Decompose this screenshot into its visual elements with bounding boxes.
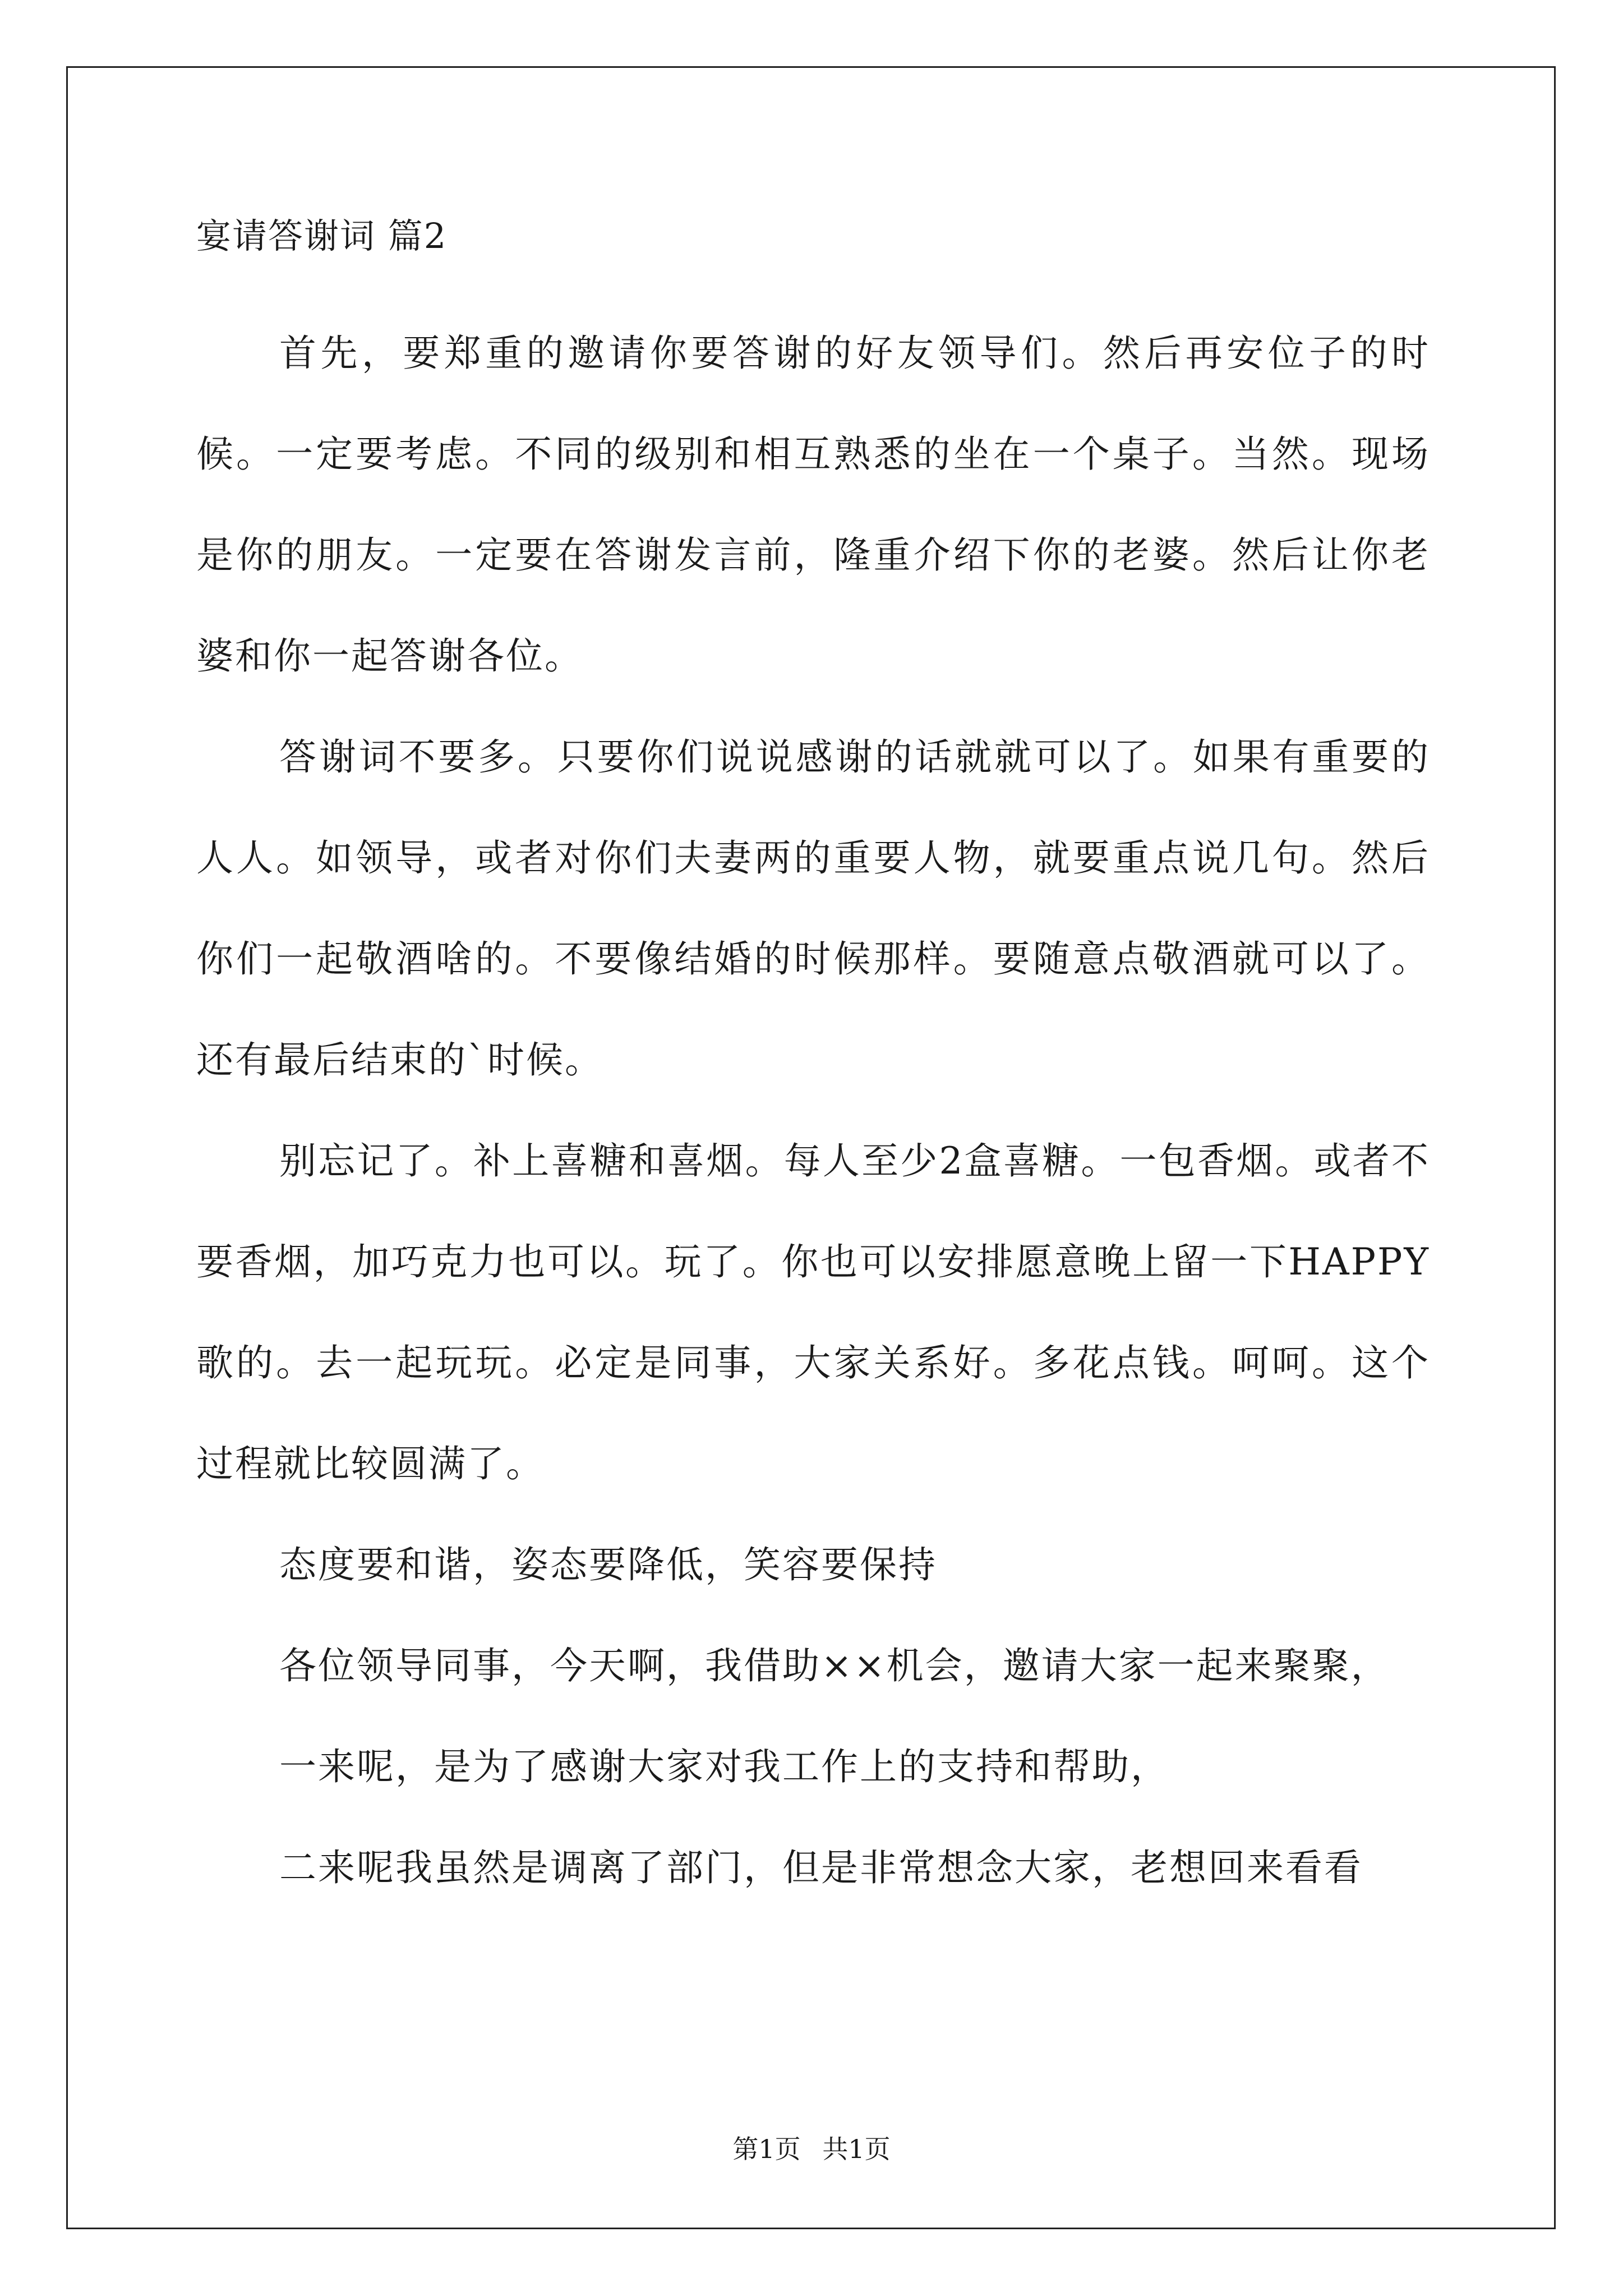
paragraph-3: 别忘记了。补上喜糖和喜烟。每人至少2盒喜糖。一包香烟。或者不要香烟，加巧克力也可以。玩了。你也可以安排愿意晚上留一下HAPPY歌的。去一起玩玩。必定是同事，大家关系好。多花点钱。呵呵。这个过程就比较圆满了。 [196,1139,1430,1485]
document-body [196,215,1430,1918]
paragraph-5: 各位领导同事，今天啊，我借助××机会，邀请大家一起来聚聚， [279,1644,1390,1687]
paragraph-6: 一来呢，是为了感谢大家对我工作上的支持和帮助， [279,1745,1169,1788]
document-title: 宴请答谢词 篇2 [196,215,448,256]
paragraph-2: 答谢词不要多。只要你们说说感谢的话就就可以了。如果有重要的人人。如领导，或者对你们夫妻两的重要人物，就要重点说几句。然后你们一起敬酒啥的。不要像结婚的时候那样。要随意点敬酒就可以了。还有最后结束的`时候。 [196,735,1430,1082]
paragraph-1: 首先，要郑重的邀请你要答谢的好友领导们。然后再安位子的时候。一定要考虑。不同的级别和相互熟悉的坐在一个桌子。当然。现场是你的朋友。一定要在答谢发言前，隆重介绍下你的老婆。然后让你老婆和你一起答谢各位。 [196,332,1430,678]
paragraph-7: 二来呢我虽然是调离了部门，但是非常想念大家，老想回来看看 [279,1846,1363,1889]
page-number: 第1页 [732,2134,801,2164]
paragraph-4: 态度要和谐，姿态要降低，笑容要保持 [279,1543,937,1586]
page-total: 共1页 [822,2134,891,2164]
page-footer [0,2136,1623,2162]
